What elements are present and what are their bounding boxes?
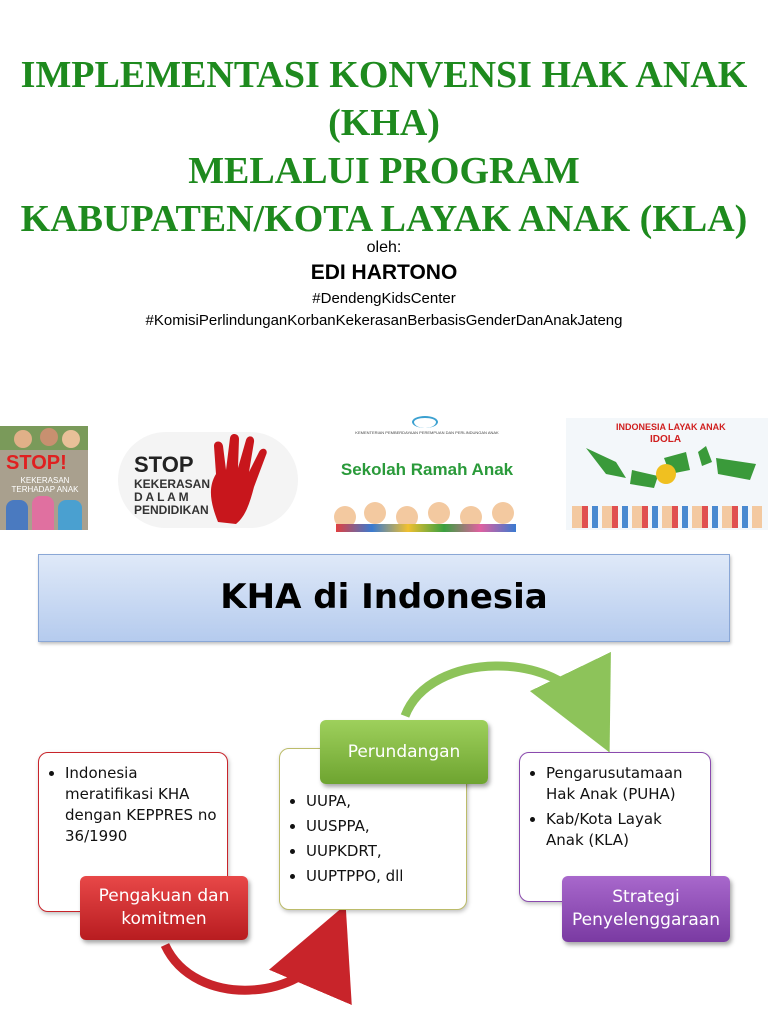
list-item: • UUPA,: [306, 791, 458, 812]
middle-card-label: Perundangan: [320, 720, 488, 784]
list-item: • Indonesia meratifikasi KHA dengan KEPPRES no 36/1990: [65, 763, 219, 847]
list-item: • Kab/Kota Layak Anak (KLA): [546, 809, 704, 851]
stop-education-l3: D A L A M: [134, 490, 189, 504]
stop-kids-line-text: KEKERASAN TERHADAP ANAK: [11, 476, 79, 494]
right-card-list: [524, 763, 704, 851]
stop-violence-education-image: [118, 432, 298, 528]
hashtag-komisi: #KomisiPerlindunganKorbanKekerasanBerbasisGenderDanAnakJateng: [145, 312, 623, 329]
list-item: • UUSPPA,: [306, 816, 458, 837]
kla-title: INDONESIA LAYAK ANAK: [616, 422, 726, 432]
indonesia-layak-anak-image: [566, 418, 768, 530]
list-item: • Pengarusutamaan Hak Anak (PUHA): [546, 763, 704, 805]
title-line-2: (KHA): [328, 102, 440, 144]
sekolah-small-text: KEMENTERIAN PEMBERDAYAAN PEREMPUAN DAN PERLINDUNGAN ANAK: [355, 430, 499, 435]
list-item: • UUPTPPO, dll: [306, 866, 458, 887]
kha-heading-box: [38, 554, 730, 642]
kha-heading: KHA di Indonesia: [220, 577, 548, 617]
sekolah-ramah-anak-image: [312, 414, 542, 532]
left-card-list: [43, 763, 219, 847]
stop-kids-stop-text: STOP!: [6, 452, 67, 474]
right-card-label: Strategi Penyelenggaraan: [562, 876, 730, 942]
middle-card-list: [284, 791, 458, 887]
left-card-label: Pengakuan dan komitmen: [80, 876, 248, 940]
title-line-3: MELALUI PROGRAM: [188, 150, 580, 192]
sekolah-title: Sekolah Ramah Anak: [340, 460, 514, 479]
title-line-1: IMPLEMENTASI KONVENSI HAK ANAK: [20, 54, 748, 96]
stop-violence-kids-image: [0, 426, 88, 530]
title-line-4: KABUPATEN/KOTA LAYAK ANAK (KLA): [20, 198, 748, 240]
byline-prefix: oleh:: [366, 239, 402, 256]
stop-education-l4: PENDIDIKAN: [134, 503, 209, 517]
stop-education-l2: KEKERASAN: [134, 477, 211, 491]
stop-education-l1: STOP: [134, 452, 194, 477]
list-item: • UUPKDRT,: [306, 841, 458, 862]
ministry-logo-icon: [412, 416, 438, 428]
hashtag-dendeng: #DendengKidsCenter: [312, 290, 456, 307]
author-name: EDI HARTONO: [310, 261, 458, 284]
kla-sub: IDOLA: [650, 434, 682, 445]
